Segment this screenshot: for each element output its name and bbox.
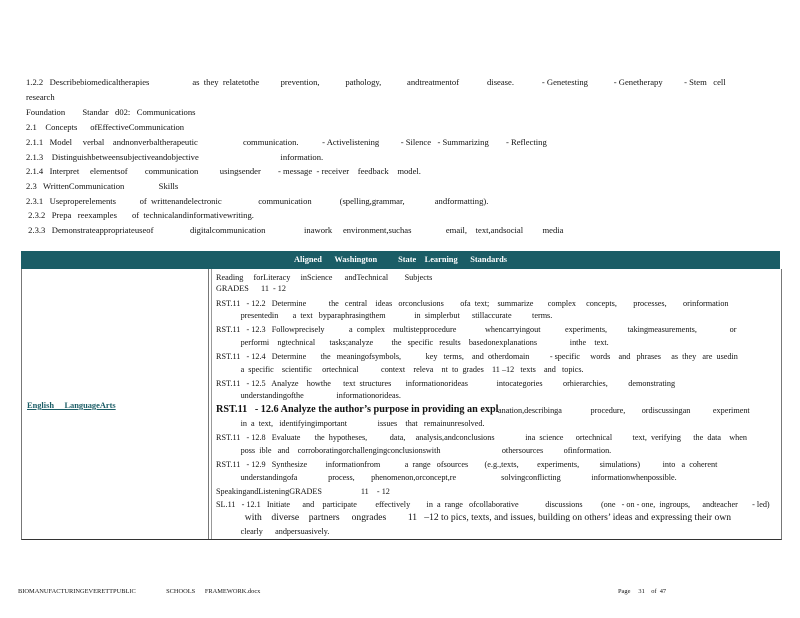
outline-line: 2.3 WrittenCommunication Skills (26, 181, 179, 191)
subject-label: English LanguageArts (27, 401, 116, 410)
standard-line: a specific scientific ortechnical context releva nt to grades 11 –12 texts and topics. (216, 365, 584, 374)
column-divider (208, 269, 209, 539)
standard-line: clearly andpersuasively. (216, 527, 330, 536)
standard-line: SpeakingandListeningGRADES 11 - 12 (216, 487, 390, 496)
outline-line: Foundation Standar d02: Communications (26, 107, 196, 117)
outline-line: 2.1.1 Model verbal andnonverbaltherapeutic communication. - Activelistening - Silence - Summarizing - Reflecting (26, 137, 547, 147)
standard-line: RST.11 - 12.9 Synthesize informationfrom a range ofsources (e.g.,texts, experiments, simulations) into a coherent (216, 460, 718, 469)
standard-line: presentedin a text byparaphrasingthem in simplerbut stillaccurate terms. (216, 311, 553, 320)
standard-line: SL.11 - 12.1 Initiate and participate effectively in a range ofcollaborative discussions (one - on - one, ingroups, andteacher - led) (216, 500, 770, 509)
footer-page-number: Page 31 of 47 (618, 588, 667, 595)
outline-line: 2.1 Concepts ofEffectiveCommunication (26, 122, 185, 132)
standard-line: RST.11 - 12.4 Determine the meaningofsymbols, key terms, and otherdomain - specific words and phrases as they are usedin (216, 352, 738, 361)
standard-line: with diverse partners ongrades 11 –12 to pics, texts, and issues, building on others’ ideas and expressing their own (216, 512, 732, 523)
column-divider (211, 269, 212, 539)
standard-line: in a text, identifyingimportant issues that remainunresolved. (216, 419, 485, 428)
standard-line: anation,describinga procedure, ordiscussingan experiment (498, 406, 750, 415)
standard-line: RST.11 - 12.8 Evaluate the hypotheses, data, analysis,andconclusions ina science ortechnical text, verifying the data when (216, 433, 747, 442)
standard-line: Reading forLiteracy inScience andTechnical Subjects (216, 273, 433, 282)
standard-line: GRADES 11 - 12 (216, 284, 286, 293)
standard-line: understandingofthe informationorideas. (216, 391, 401, 400)
outline-line: 2.3.3 Demonstrateappropriateuseof digitalcommunication inawork environment,suchas email, text,andsocial media (26, 225, 564, 235)
outline-line: 2.1.3 Distinguishbetweensubjectiveandobjective information. (26, 152, 324, 162)
outline-line: 2.1.4 Interpret elementsof communication usingsender - message - receiver feedback model. (26, 166, 421, 176)
standard-line: performi ngtechnical tasks;analyze the specific results basedonexplanations inthe text. (216, 338, 609, 347)
standards-banner: Aligned Washington State Learning Standards (21, 251, 780, 269)
outline-line: 1.2.2 Describebiomedicaltherapies as they relatetothe prevention, pathology, andtreatmentof disease. - Genetesting - Genetherapy - Stem cell (26, 77, 726, 87)
standard-line: understandingofa process, phenomenon,orconcept,re solvingconflicting informationwhenpossible. (216, 473, 677, 482)
standard-line: RST.11 - 12.5 Analyze howthe text structures informationorideas intocategories orhierarchies, demonstrating (216, 379, 676, 388)
standard-line: poss ible and corroboratingorchallengingconclusionswith othersources ofinformation. (216, 446, 612, 455)
footer-filename: BIOMANUFACTURINGEVERETTPUBLIC SCHOOLS FRAMEWORK.docx (18, 588, 261, 595)
standard-line-highlight: RST.11 - 12.6 Analyze the author’s purpose in providing an expl (216, 404, 499, 415)
standard-line: RST.11 - 12.3 Followprecisely a complex multistepprocedure whencarryingout experiments, takingmeasurements, or (216, 325, 737, 334)
standard-line: RST.11 - 12.2 Determine the central ideas orconclusions ofa text; summarize complex concepts, processes, orinformation (216, 299, 729, 308)
outline-line: research (26, 92, 55, 102)
outline-line: 2.3.2 Prepa reexamples of technicalandinformativewriting. (26, 210, 254, 220)
outline-line: 2.3.1 Useproperelements of writtenandelectronic communication (spelling,grammar, andformatting). (26, 196, 489, 206)
